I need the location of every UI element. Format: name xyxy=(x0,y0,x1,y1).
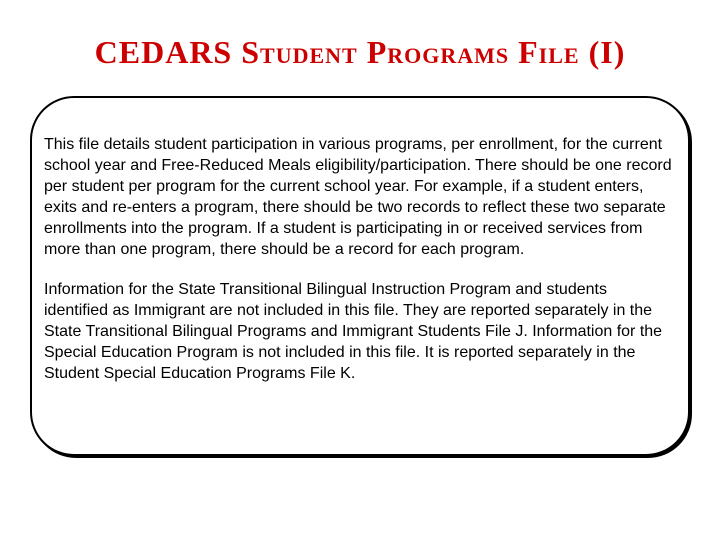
paragraph-exclusions: Information for the State Transitional Bilingual Instruction Program and students identified as Immigrant are not included in this file. They are reported separately in the State Transitional Bilingual Programs and Immigrant Students File J. Information for the Special Education Program is not included in this file. It is reported separately in the Student Special Education Programs File K. xyxy=(44,281,663,382)
slide-title: CEDARS Student Programs File (I) xyxy=(94,34,626,70)
content-box xyxy=(30,96,690,456)
paragraph-description: This file details student participation in various programs, per enrollment, for the current school year and Free-Reduced Meals eligibility/participation. There should be one record per student per program for the current school year. For example, if a student enters, exits and re-enters a program, there should be two records to reflect these two separate enrollments into the program. If a student is participating in or received services from more than one program, there should be a record for each program. xyxy=(44,136,672,258)
